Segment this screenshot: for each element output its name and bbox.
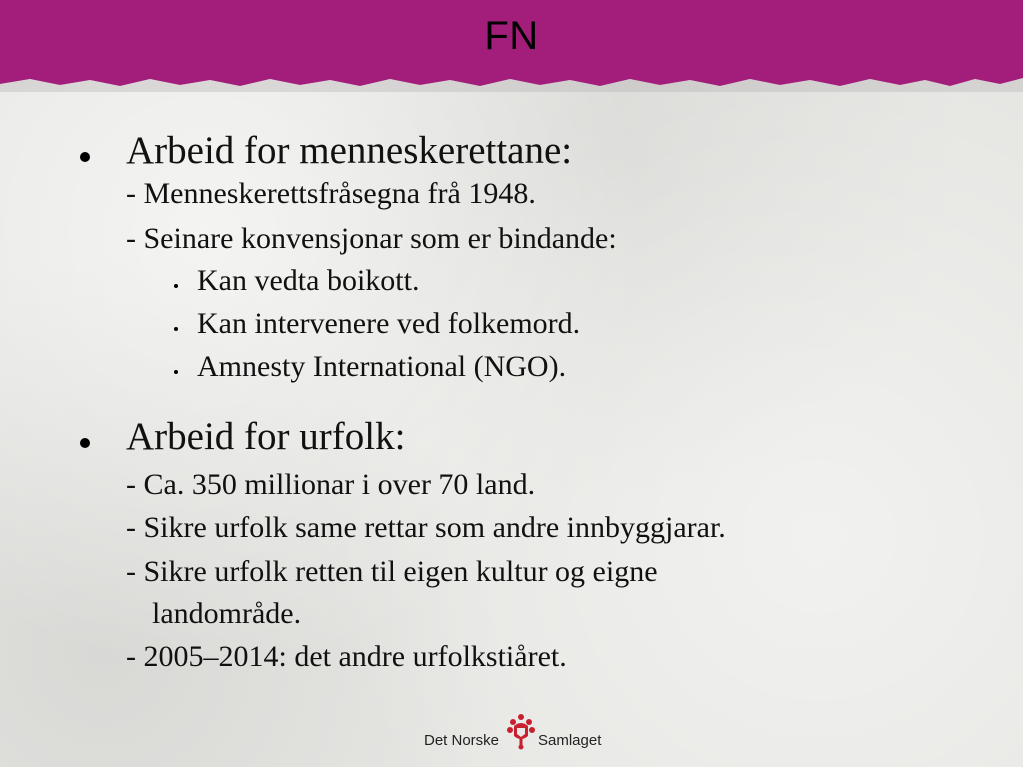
logo-text-left: Det Norske: [424, 732, 500, 749]
logo-text-right: Samlaget: [538, 732, 602, 749]
sub-bullet-dot: [174, 284, 178, 288]
bullet-line: - Ca. 350 millionar i over 70 land.: [126, 468, 536, 501]
bullet-line: - Menneskerettsfråsegna frå 1948.: [126, 177, 536, 210]
slide-title: FN: [484, 14, 539, 58]
section-heading-human-rights: Arbeid for menneskerettane:: [126, 129, 573, 172]
sub-bullet-line: Kan intervenere ved folkemord.: [197, 307, 581, 340]
sub-bullet-dot: [174, 327, 178, 331]
sub-bullet-line: Kan vedta boikott.: [197, 264, 420, 297]
publisher-logo: [424, 710, 604, 754]
bullet-line: - Seinare konvensjonar som er bindande:: [126, 222, 617, 255]
bullet-line: - Sikre urfolk same rettar som andre innbyggjarar.: [126, 511, 726, 544]
samlaget-rose-logo-icon: [506, 712, 536, 750]
section-heading-indigenous: Arbeid for urfolk:: [126, 415, 406, 458]
bullet-dot: [80, 152, 90, 162]
bullet-dot: [80, 438, 90, 448]
bullet-line: - Sikre urfolk retten til eigen kultur og eigne: [126, 555, 658, 588]
sub-bullet-line: Amnesty International (NGO).: [197, 350, 567, 383]
bullet-line: - 2005–2014: det andre urfolkstiåret.: [126, 640, 567, 673]
sub-bullet-dot: [174, 370, 178, 374]
bullet-line: landområde.: [152, 597, 302, 630]
